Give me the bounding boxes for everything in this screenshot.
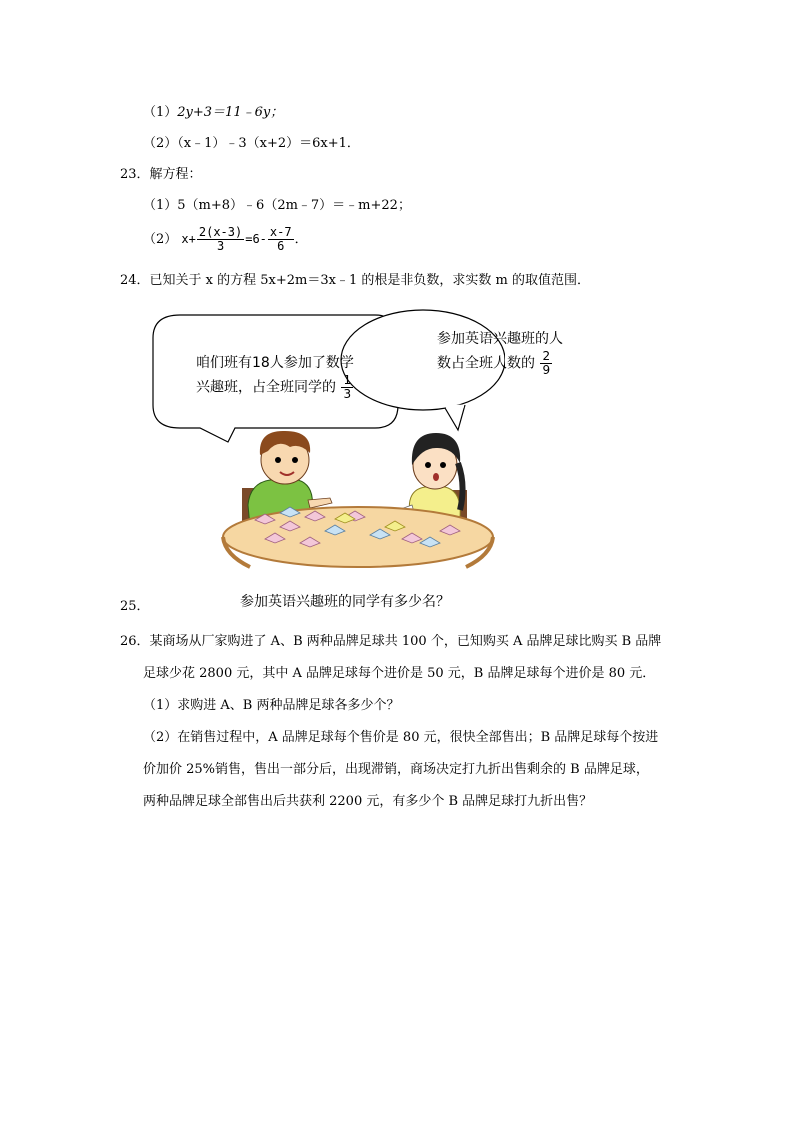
q23-title: 23．解方程：	[120, 167, 202, 182]
fraction-denominator: 9	[542, 363, 551, 377]
right-bubble-line2	[437, 350, 563, 377]
q23-part1-prefix: （1）	[143, 198, 178, 213]
fraction-numerator: 2(x-3)	[198, 225, 243, 239]
q23-fraction-1	[197, 226, 244, 253]
fraction-numerator: 1	[343, 373, 352, 387]
q22-part1-prefix: （1）	[143, 105, 178, 120]
fraction-denominator: 3	[216, 239, 225, 253]
q26-sub2-line2: 价加价 25%销售，售出一部分后，出现滞销，商场决定打九折出售剩余的 B 品牌足球，	[143, 762, 649, 777]
left-bubble-line1: 咱们班有18人参加了数学	[196, 355, 354, 371]
q26-sub2-line3: 两种品牌足球全部售出后共获利 2200 元，有多少个 B 品牌足球打九折出售？	[143, 794, 593, 809]
q23-part2-lead: x+	[181, 232, 196, 246]
right-bubble-line1: 参加英语兴趣班的人	[437, 331, 563, 347]
left-bubble-fraction	[341, 374, 353, 401]
left-bubble-text	[196, 352, 354, 401]
fraction-denominator: 6	[277, 239, 285, 253]
fraction-numerator: x-7	[269, 225, 292, 239]
right-bubble-text	[437, 328, 563, 377]
q22-part2-expr: （x﹣1）﹣3（x+2）＝6x+1．	[177, 136, 360, 151]
q24-text: 24．已知关于 x 的方程 5x+2m＝3x﹣1 的根是非负数，求实数 m 的取值范围．	[120, 273, 590, 288]
q23-part2-mid: =6-	[245, 232, 267, 246]
q26-line1: 26．某商场从厂家购进了 A、B 两种品牌足球共 100 个，已知购买 A 品牌足球比购买 B 品牌	[120, 634, 662, 649]
q25-number: 25．	[120, 599, 150, 614]
q22-part1-expr: 2y+3＝11﹣6y；	[177, 105, 284, 120]
q23-part2-end: ．	[294, 232, 308, 247]
left-bubble-line2	[196, 374, 354, 401]
q23-fraction-2	[268, 226, 294, 253]
q26-sub1: （1）求购进 A、B 两种品牌足球各多少个？	[143, 698, 400, 713]
q23-part2-prefix: （2）	[143, 232, 178, 247]
fraction-denominator: 3	[343, 387, 352, 401]
right-bubble-line2-text: 数占全班人数的	[437, 355, 535, 372]
q22-part2	[143, 136, 360, 152]
q23-part2	[143, 224, 308, 255]
q22-part1	[143, 105, 283, 121]
q25-question: 参加英语兴趣班的同学有多少名？	[240, 594, 450, 610]
q26-line2: 足球少花 2800 元，其中 A 品牌足球每个进价是 50 元，B 品牌足球每个进价是 80 元．	[143, 666, 656, 681]
q22-part2-prefix: （2）	[143, 136, 178, 151]
q23-part1	[143, 198, 411, 214]
q23-part1-expr: 5（m+8）﹣6（2m﹣7）＝﹣m+22；	[177, 198, 411, 213]
fraction-numerator: 2	[542, 349, 551, 363]
left-bubble-line2-text: 兴趣班，占全班同学的	[196, 379, 336, 396]
right-bubble-fraction	[540, 350, 552, 377]
q26-sub2-line1: （2）在销售过程中，A 品牌足球每个售价是 80 元，很快全部售出；B 品牌足球每个按进	[143, 730, 659, 745]
